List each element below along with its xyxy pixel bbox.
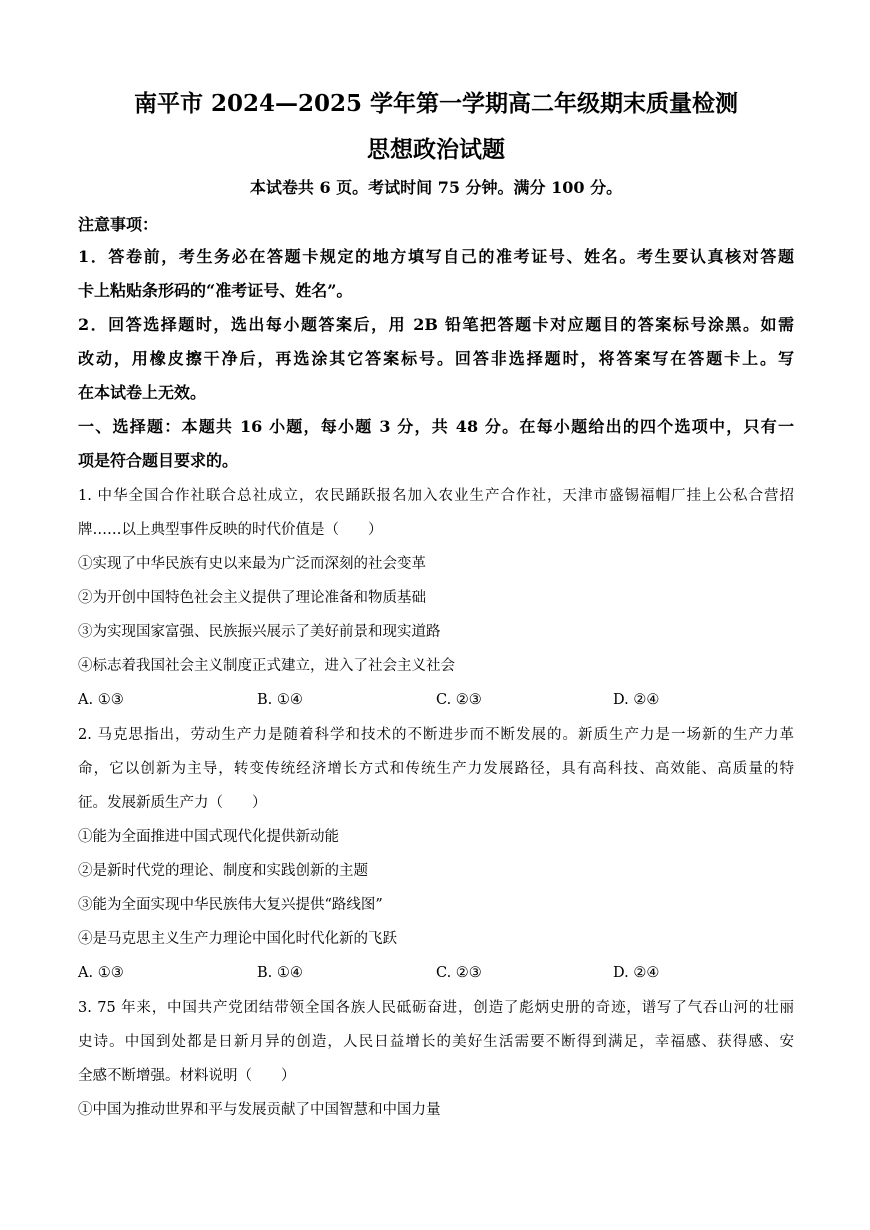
exam-info: 本试卷共 6 页。考试时间 75 分钟。满分 100 分。 xyxy=(249,178,623,197)
q1-option-a: A. ①③ xyxy=(78,692,124,708)
q1-option-b: B. ①④ xyxy=(257,692,303,708)
notice-item-1-line-2: 卡上粘贴条形码的“准考证号、姓名”。 xyxy=(78,281,353,300)
q2-option-b: B. ①④ xyxy=(257,965,303,981)
q1-option-c: C. ②③ xyxy=(436,692,482,708)
q3-stem-line-3: 全感不断增强。材料说明（ ） xyxy=(78,1068,296,1084)
q2-option-c: C. ②③ xyxy=(436,965,482,981)
q2-stem-line-1: 2. 马克思指出，劳动生产力是随着科学和技术的不断进步而不断发展的。新质生产力是一场新的生产力革 xyxy=(78,727,794,743)
q2-statement-2: ②是新时代党的理论、制度和实践创新的主题 xyxy=(78,863,368,879)
notice-heading: 注意事项： xyxy=(78,215,159,234)
notice-item-2-line-3: 在本试卷上无效。 xyxy=(78,383,207,402)
q2-option-d: D. ②④ xyxy=(613,965,660,981)
notice-item-1-line-1: 1．答卷前，考生务必在答题卡规定的地方填写自己的准考证号、姓名。考生要认真核对答题 xyxy=(78,247,794,266)
q1-stem-line-2: 牌……以上典型事件反映的时代价值是（ ） xyxy=(78,522,383,538)
q1-statement-3: ③为实现国家富强、民族振兴展示了美好前景和现实道路 xyxy=(78,624,441,640)
section-heading-line-2: 项是符合题目要求的。 xyxy=(78,451,239,470)
section-heading-line-1: 一、选择题：本题共 16 小题，每小题 3 分，共 48 分。在每小题给出的四个选项中，只有一 xyxy=(78,417,794,436)
q1-statement-1: ①实现了中华民族有史以来最为广泛而深刻的社会变革 xyxy=(78,556,426,572)
q2-option-a: A. ①③ xyxy=(78,965,124,981)
q2-stem-line-3: 征。发展新质生产力（ ） xyxy=(78,795,267,811)
q2-stem-line-2: 命，它以创新为主导，转变传统经济增长方式和传统生产力发展路径，具有高科技、高效能、高质量的特 xyxy=(78,761,794,777)
q1-stem-line-1: 1. 中华全国合作社联合总社成立，农民踊跃报名加入农业生产合作社，天津市盛锡福帽厂挂上公私合营招 xyxy=(78,488,794,504)
q3-stem-line-1: 3. 75 年来，中国共产党团结带领全国各族人民砥砺奋进，创造了彪炳史册的奇迹，谱写了气吞山河的壮丽 xyxy=(78,1000,794,1016)
notice-item-2-line-1: 2．回答选择题时，选出每小题答案后，用 2B 铅笔把答题卡对应题目的答案标号涂黑。如需 xyxy=(78,315,794,334)
q3-stem-line-2: 史诗。中国到处都是日新月异的创造，人民日益增长的美好生活需要不断得到满足，幸福感、获得感、安 xyxy=(78,1034,794,1050)
notice-item-2-line-2: 改动，用橡皮擦干净后，再选涂其它答案标号。回答非选择题时，将答案写在答题卡上。写 xyxy=(78,349,794,368)
q2-statement-1: ①能为全面推进中国式现代化提供新动能 xyxy=(78,829,339,845)
exam-subject-title: 思想政治试题 xyxy=(367,136,505,163)
exam-title: 南平市 2024—2025 学年第一学期高二年级期末质量检测 xyxy=(133,90,739,117)
q1-statement-4: ④标志着我国社会主义制度正式建立，进入了社会主义社会 xyxy=(78,658,455,674)
q2-statement-3: ③能为全面实现中华民族伟大复兴提供“路线图” xyxy=(78,897,383,913)
q1-statement-2: ②为开创中国特色社会主义提供了理论准备和物质基础 xyxy=(78,590,426,606)
q3-statement-1: ①中国为推动世界和平与发展贡献了中国智慧和中国力量 xyxy=(78,1102,441,1118)
q1-option-d: D. ②④ xyxy=(613,692,660,708)
q2-statement-4: ④是马克思主义生产力理论中国化时代化新的飞跃 xyxy=(78,931,397,947)
